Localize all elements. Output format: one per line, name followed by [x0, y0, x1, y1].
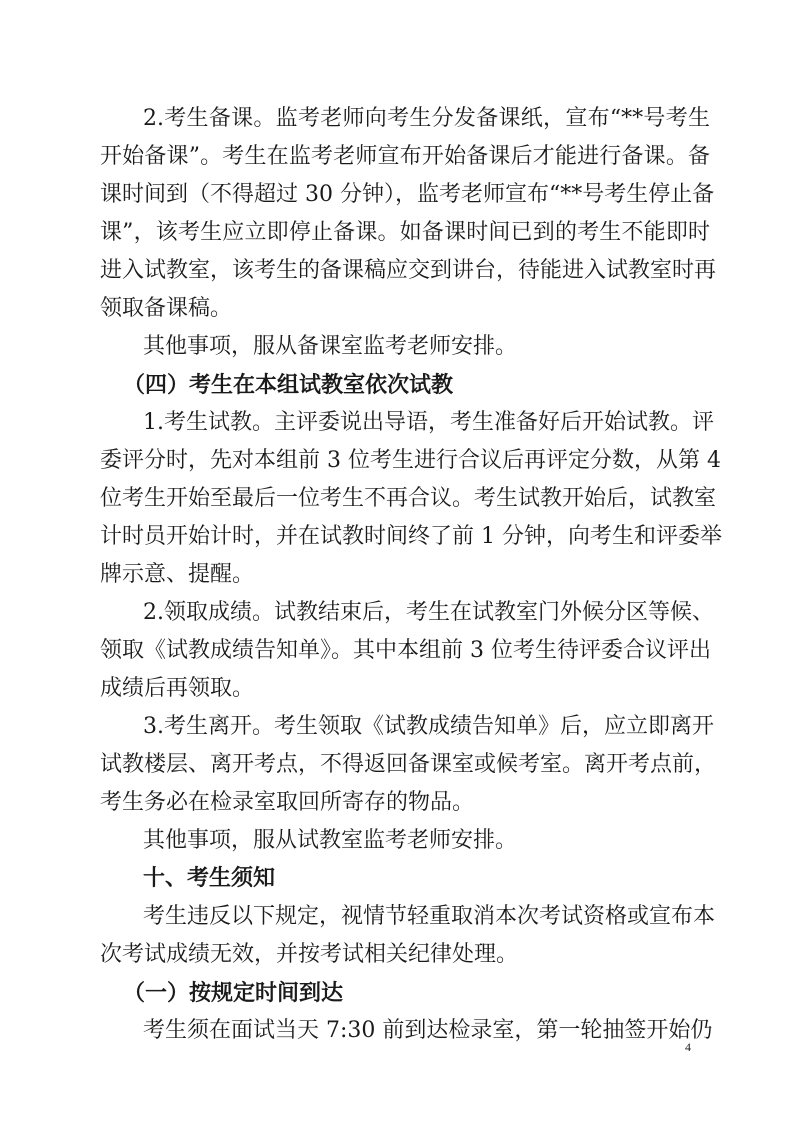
paragraph-line: 委评分时，先对本组前 3 位考生进行合议后再评定分数，从第 4: [100, 448, 721, 473]
paragraph-line: 成绩后再领取。: [100, 676, 255, 701]
chapter-heading: 十、考生须知: [143, 866, 276, 891]
paragraph-line: 2.领取成绩。试教结束后，考生在试教室门外候分区等候、: [143, 600, 714, 625]
paragraph-line: 其他事项，服从备课室监考老师安排。: [143, 334, 518, 359]
paragraph-line: 计时员开始计时，并在试教时间终了前 1 分钟，向考生和评委举: [100, 524, 722, 549]
paragraph-line: 次考试成绩无效，并按考试相关纪律处理。: [100, 942, 519, 967]
paragraph-line: 3.考生离开。考生领取《试教成绩告知单》后，应立即离开: [143, 714, 714, 739]
paragraph-line: 牌示意、提醒。: [100, 562, 255, 587]
paragraph-line: 进入试教室，该考生的备课稿应交到讲台，待能进入试教室时再: [100, 258, 717, 283]
paragraph-line: 位考生开始至最后一位考生不再合议。考生试教开始后，试教室: [100, 486, 717, 511]
paragraph-line: 开始备课”。考生在监考老师宣布开始备课后才能进行备课。备: [100, 144, 710, 169]
page-number: 4: [685, 1040, 691, 1054]
section-heading: （四）考生在本组试教室依次试教: [123, 372, 454, 398]
paragraph-line: 考生务必在检录室取回所寄存的物品。: [100, 790, 475, 815]
paragraph-line: 考生违反以下规定，视情节轻重取消本次考试资格或宣布本: [143, 904, 716, 929]
section-heading: （一）按规定时间到达: [123, 980, 344, 1006]
paragraph-line: 考生须在面试当天 7:30 前到达检录室，第一轮抽签开始仍: [143, 1018, 713, 1043]
paragraph-line: 领取《试教成绩告知单》。其中本组前 3 位考生待评委合议评出: [100, 638, 711, 663]
paragraph-line: 1.考生试教。主评委说出导语，考生准备好后开始试教。评: [143, 410, 714, 435]
paragraph-line: 2.考生备课。监考老师向考生分发备课纸，宣布“**号考生: [143, 106, 710, 131]
paragraph-line: 试教楼层、离开考点，不得返回备课室或候考室。离开考点前，: [100, 752, 717, 777]
paragraph-line: 其他事项，服从试教室监考老师安排。: [143, 828, 518, 853]
paragraph-line: 课时间到（不得超过 30 分钟），监考老师宣布“**号考生停止备: [100, 182, 715, 207]
paragraph-line: 领取备课稿。: [100, 296, 233, 321]
paragraph-line: 课”，该考生应立即停止备课。如备课时间已到的考生不能即时: [100, 220, 710, 245]
